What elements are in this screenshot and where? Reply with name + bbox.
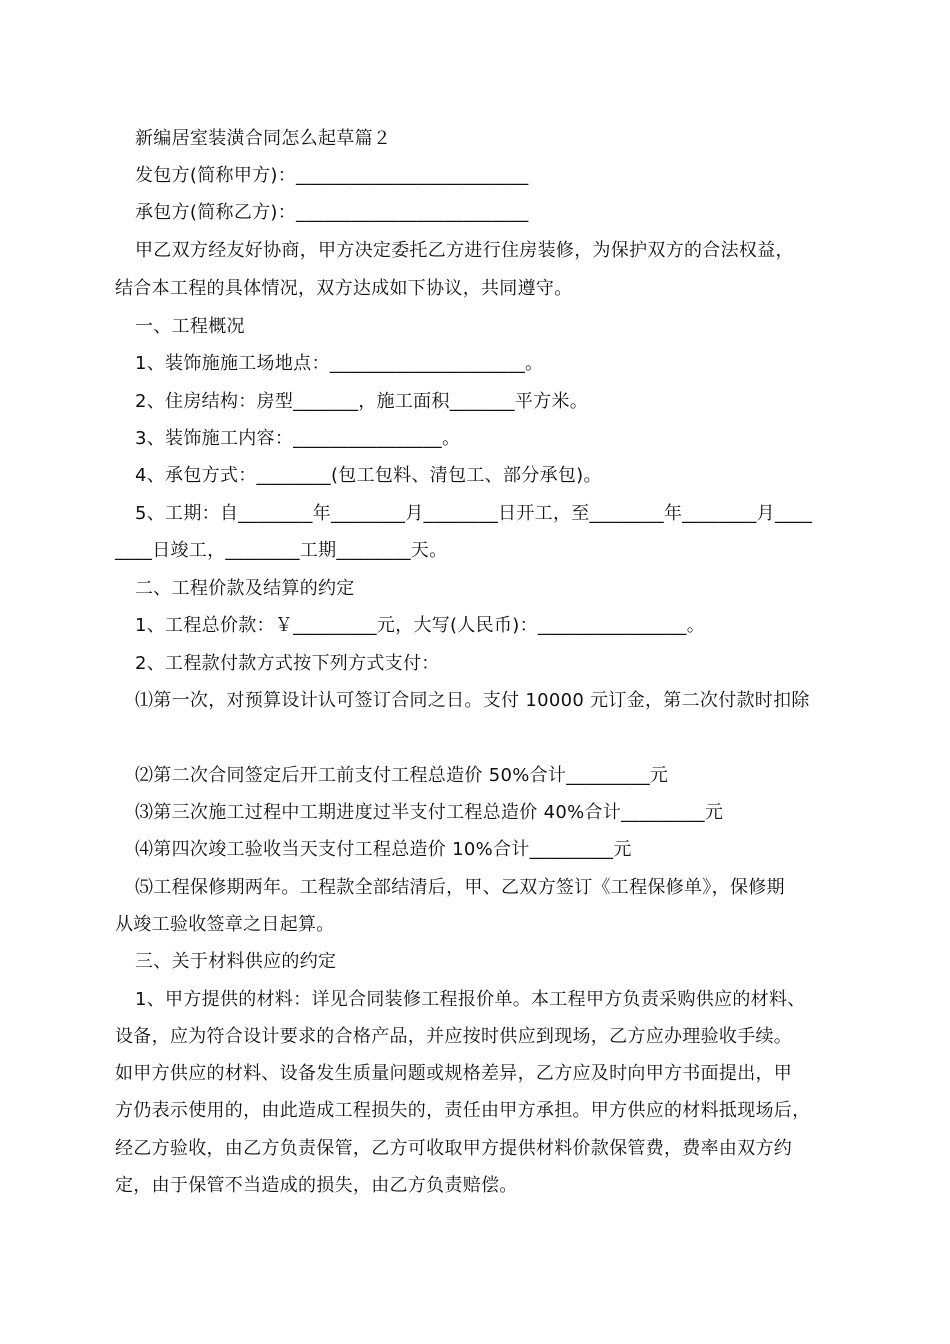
document-title: 新编居室装潢合同怎么起草篇２: [135, 128, 392, 149]
party-b-line: 承包方(简称乙方)：_________________________: [135, 202, 529, 223]
clause-line: 2、工程款付款方式按下列方式支付：: [135, 653, 440, 674]
clause-line: 3、装饰施工内容：________________。: [135, 428, 461, 449]
materials-paragraph-line: 1、甲方提供的材料：详见合同装修工程报价单。本工程甲方负责采购供应的材料、: [135, 989, 806, 1010]
payment-item-line: 从竣工验收签章之日起算。: [115, 914, 335, 935]
section-heading-price: 二、工程价款及结算的约定: [135, 578, 355, 599]
payment-item-line: ⑶第三次施工过程中工期进度过半支付工程总造价 40%合计_________元: [135, 802, 724, 823]
preamble-paragraph-line: 甲乙双方经友好协商，甲方决定委托乙方进行住房装修，为保护双方的合法权益，: [135, 240, 794, 261]
clause-line: 4、承包方式：________(包工包料、清包工、部分承包)。: [135, 465, 602, 486]
materials-paragraph-line: 方仍表示使用的，由此造成工程损失的，责任由甲方承担。甲方供应的材料抵现场后，: [115, 1100, 811, 1121]
party-a-line: 发包方(简称甲方)：_________________________: [135, 165, 529, 186]
clause-line: 2、住房结构：房型_______，施工面积_______平方米。: [135, 391, 589, 412]
section-heading-overview: 一、工程概况: [135, 316, 245, 337]
clause-line: 1、工程总价款：￥_________元，大写(人民币)：________________。: [135, 615, 705, 636]
clause-line: ____日竣工，________工期________天。: [115, 540, 448, 561]
materials-paragraph-line: 定，由于保管不当造成的损失，由乙方负责赔偿。: [115, 1175, 518, 1196]
clause-line: 5、工期：自________年________月________日开工，至________年________月____: [135, 503, 813, 524]
section-heading-materials: 三、关于材料供应的约定: [135, 951, 337, 972]
clause-line: 1、装饰施施工场地点：_____________________。: [135, 353, 544, 374]
materials-paragraph-line: 如甲方供应的材料、设备发生质量问题或规格差异，乙方应及时向甲方书面提出，甲: [115, 1063, 793, 1084]
payment-item-line: ⑸工程保修期两年。工程款全部结清后，甲、乙双方签订《工程保修单》，保修期: [135, 877, 785, 898]
payment-item-line: ⑷第四次竣工验收当天支付工程总造价 10%合计_________元: [135, 839, 632, 860]
materials-paragraph-line: 经乙方验收，由乙方负责保管，乙方可收取甲方提供材料价款保管费，费率由双方约: [115, 1138, 793, 1159]
materials-paragraph-line: 设备，应为符合设计要求的合格产品，并应按时供应到现场，乙方应办理验收手续。: [115, 1026, 793, 1047]
preamble-paragraph-line: 结合本工程的具体情况，双方达成如下协议，共同遵守。: [115, 278, 573, 299]
payment-item-line: ⑵第二次合同签定后开工前支付工程总造价 50%合计_________元: [135, 765, 669, 786]
payment-item-line: ⑴第一次，对预算设计认可签订合同之日。支付 10000 元订金，第二次付款时扣除: [135, 690, 810, 711]
